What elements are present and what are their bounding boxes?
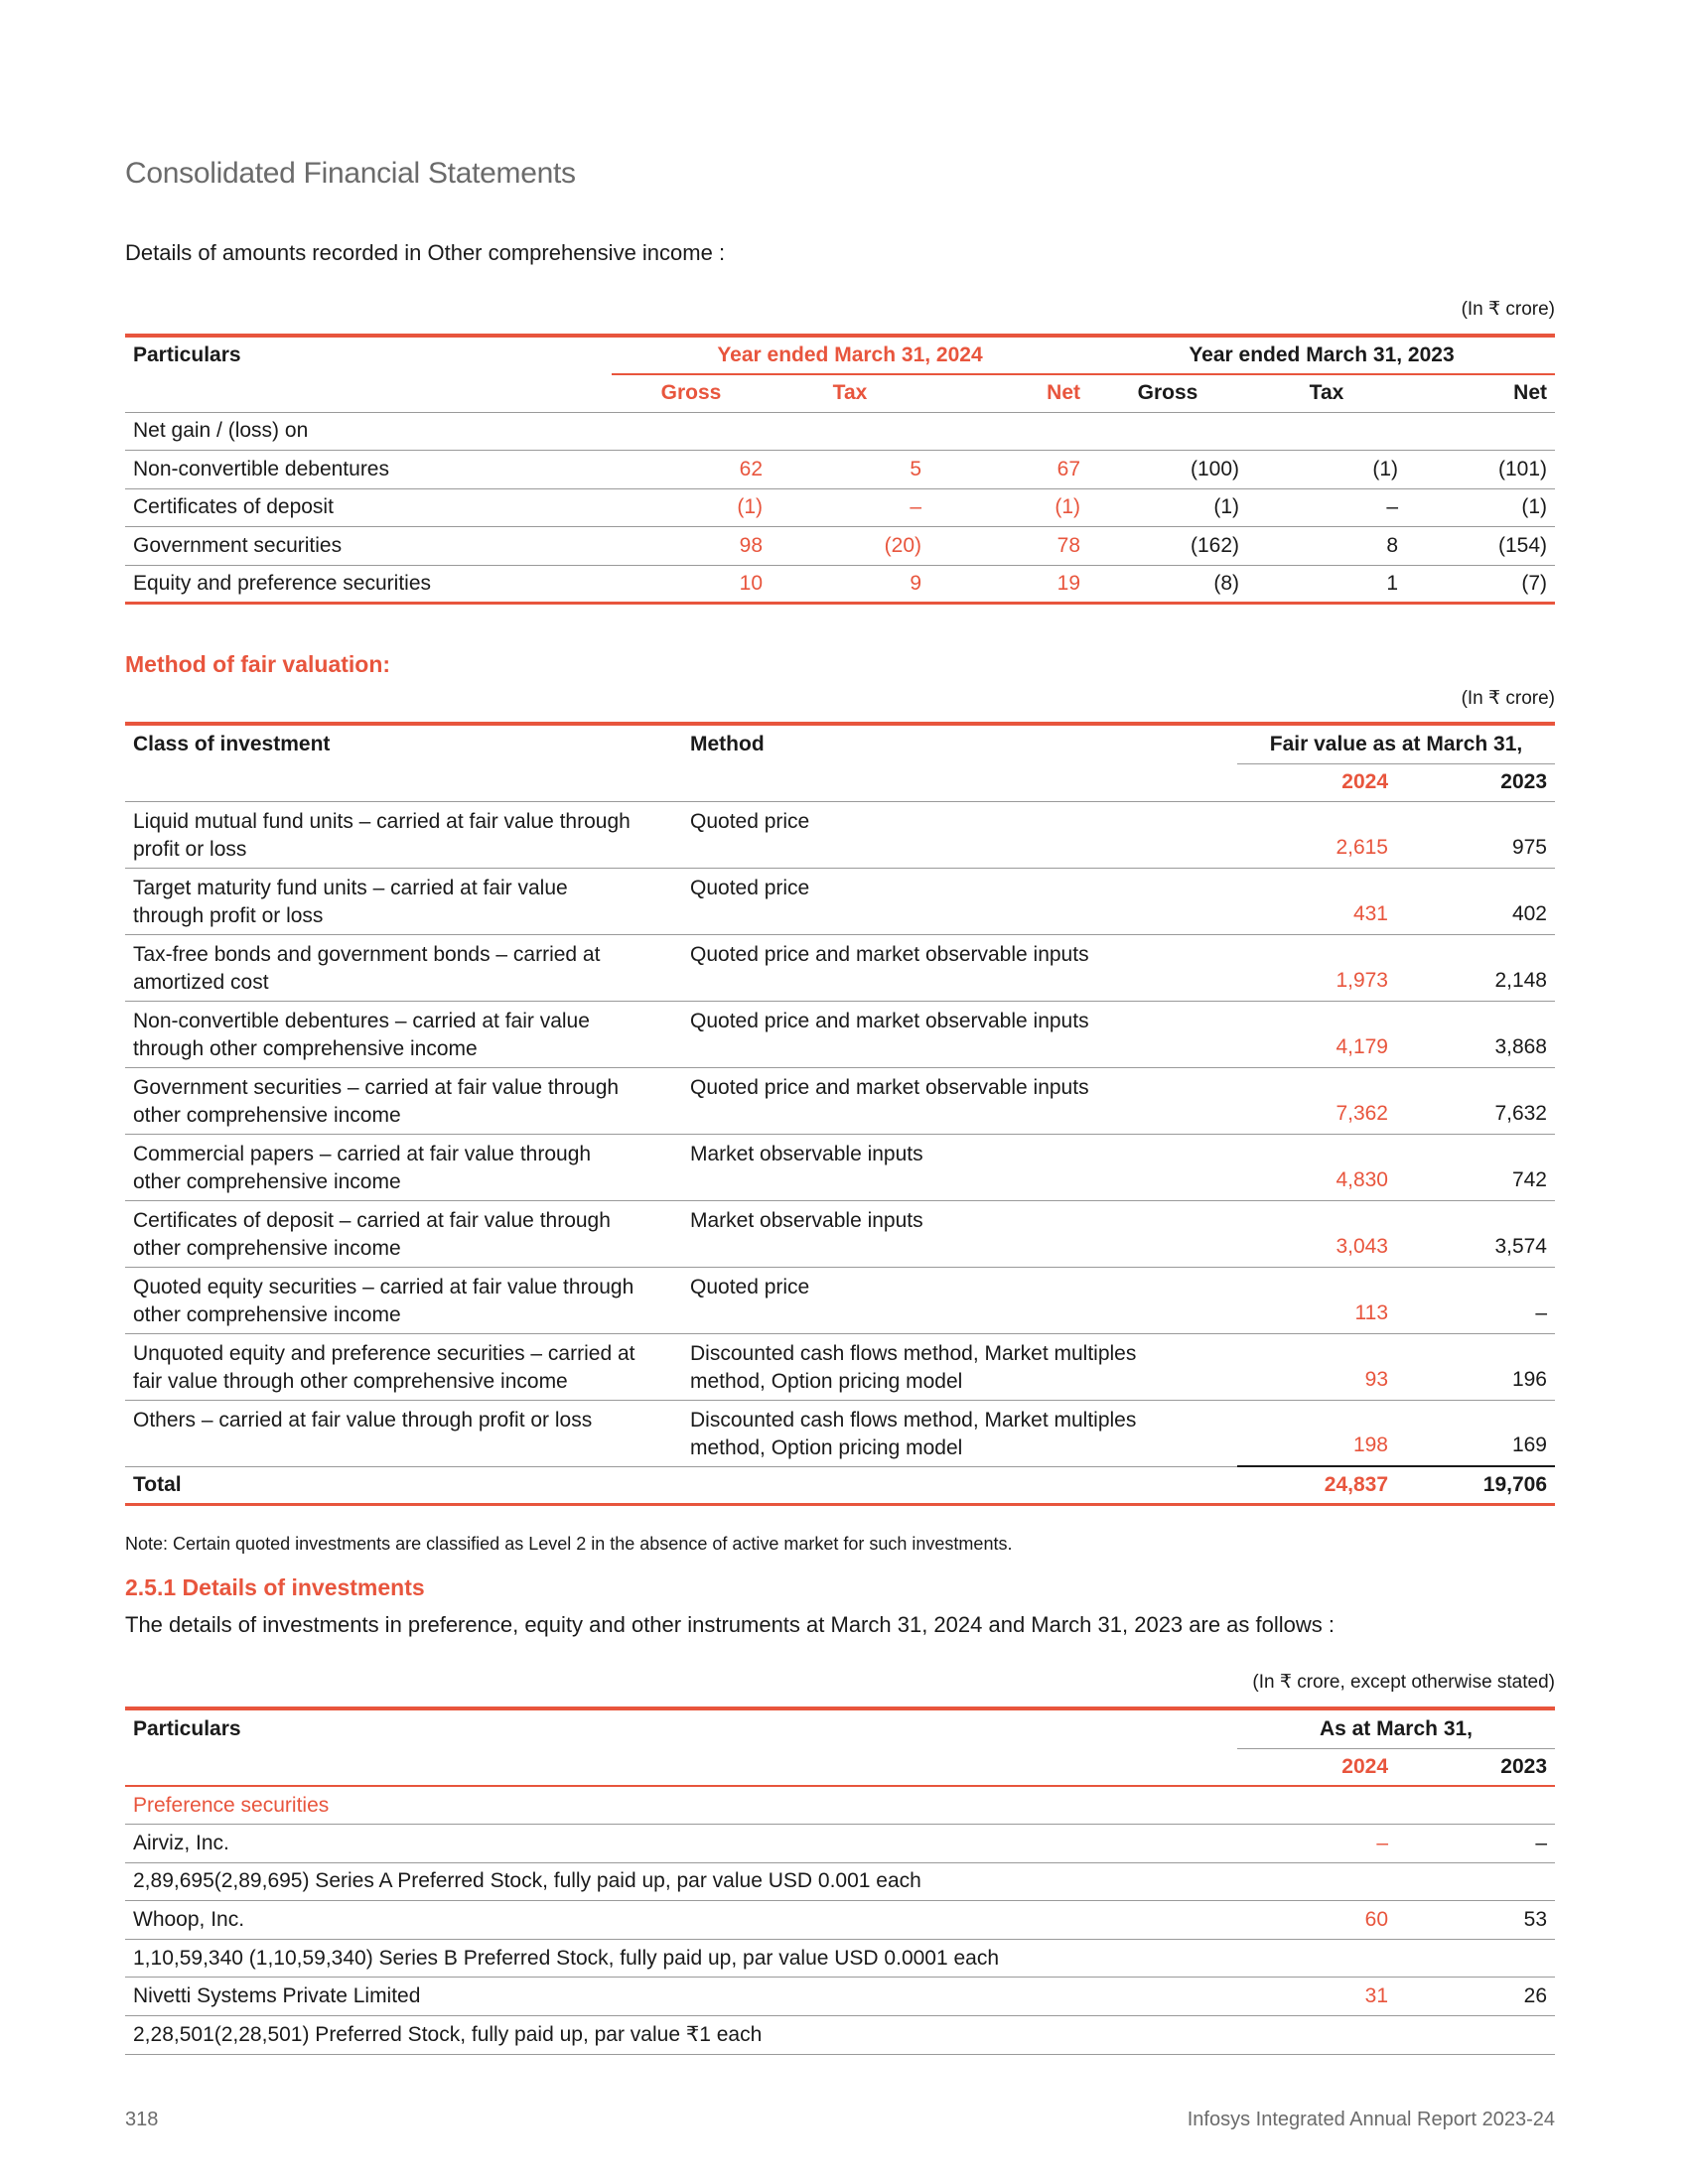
cell: (1): [1406, 488, 1555, 527]
value-2023: 2,148: [1396, 934, 1555, 1001]
table-row: [125, 1862, 1555, 1901]
cell: 67: [929, 451, 1088, 489]
oci-sub-header: Tax: [1247, 374, 1406, 413]
value-2024: 198: [1237, 1400, 1396, 1466]
investments-table: [125, 1706, 1555, 2055]
cell: (1): [612, 488, 771, 527]
cell: (101): [1406, 451, 1555, 489]
cell: 10: [739, 571, 763, 595]
year-2023-header: 2023: [1396, 763, 1555, 801]
value-2024: 7,362: [1237, 1067, 1396, 1134]
table-row: [125, 1200, 1555, 1267]
fair-valuation-heading: Method of fair valuation:: [125, 651, 391, 677]
cell: –: [1247, 488, 1406, 527]
row-label: Nivetti Systems Private Limited: [125, 1978, 1237, 2016]
value-2024: 431: [1237, 868, 1396, 934]
method-cell: Quoted price and market observable inputs: [682, 1001, 1237, 1067]
row-label: Whoop, Inc.: [125, 1901, 1237, 1940]
method-cell: Market observable inputs: [682, 1134, 1237, 1200]
oci-section-label: Net gain / (loss) on: [125, 412, 1555, 451]
class-cell: Certificates of deposit – carried at fair value through other comprehensive income: [125, 1200, 682, 1267]
value-2023: 169: [1396, 1400, 1555, 1466]
table-row: [125, 1333, 1555, 1400]
value-2024: [1237, 1862, 1396, 1901]
table-row: [125, 2016, 1555, 2055]
investments-subheading: The details of investments in preference, equity and other instruments at March 31, 2024 and March 31, 2023 are as follows :: [125, 1612, 1336, 1637]
year-2024-header: 2024: [1237, 763, 1396, 801]
cell: 78: [929, 527, 1088, 566]
cell: (154): [1406, 527, 1555, 566]
value-2023: 196: [1396, 1333, 1555, 1400]
value-2023: 3,868: [1396, 1001, 1555, 1067]
row-label: 1,10,59,340 (1,10,59,340) Series B Preferred Stock, fully paid up, par value USD 0.0001 each: [125, 1939, 1237, 1978]
class-cell: Liquid mutual fund units – carried at fair value through profit or loss: [125, 801, 682, 868]
table-row: [125, 451, 1555, 489]
cell: 8: [1247, 527, 1406, 566]
value-2024: 4,179: [1237, 1001, 1396, 1067]
inv-col-as-at: As at March 31,: [1237, 1708, 1555, 1748]
oci-col-particulars: Particulars: [133, 343, 241, 367]
investments-heading: 2.5.1 Details of investments: [125, 1574, 425, 1600]
total-2024: 24,837: [1324, 1472, 1388, 1496]
oci-sub-header: Net: [929, 374, 1088, 413]
row-label: Non-convertible debentures: [125, 451, 612, 489]
value-2024: [1237, 2016, 1396, 2055]
cell: 5: [771, 451, 929, 489]
value-2023: 402: [1396, 868, 1555, 934]
cell: (20): [771, 527, 929, 566]
value-2023: 742: [1396, 1134, 1555, 1200]
report-name: Infosys Integrated Annual Report 2023-24: [1187, 2109, 1555, 2130]
cell: 98: [612, 527, 771, 566]
table-row: [125, 1978, 1555, 2016]
row-label: Airviz, Inc.: [125, 1825, 1237, 1863]
row-label: Government securities: [125, 527, 612, 566]
value-2024: [1237, 1939, 1396, 1978]
value-2023: [1396, 1939, 1555, 1978]
total-label: Total: [133, 1472, 182, 1496]
class-cell: Government securities – carried at fair value through other comprehensive income: [125, 1067, 682, 1134]
page-title: Consolidated Financial Statements: [125, 157, 576, 190]
table-row: [125, 527, 1555, 566]
class-cell: Target maturity fund units – carried at fair value through profit or loss: [125, 868, 682, 934]
value-2024: 3,043: [1237, 1200, 1396, 1267]
oci-sub-header: Gross: [612, 374, 771, 413]
fair-valuation-table: [125, 722, 1555, 1506]
oci-table: [125, 334, 1555, 605]
cell: (1): [929, 488, 1088, 527]
fair-valuation-unit: (In ₹ crore): [1461, 688, 1555, 709]
class-cell: Quoted equity securities – carried at fair value through other comprehensive income: [125, 1267, 682, 1333]
value-2023: 7,632: [1396, 1067, 1555, 1134]
cell: (7): [1521, 571, 1547, 595]
table-row: [125, 1400, 1555, 1466]
value-2024: 4,830: [1237, 1134, 1396, 1200]
cell: (1): [1247, 451, 1406, 489]
cell: (1): [1088, 488, 1247, 527]
value-2023: [1396, 1862, 1555, 1901]
table-row: [125, 1134, 1555, 1200]
class-cell: Non-convertible debentures – carried at fair value through other comprehensive income: [125, 1001, 682, 1067]
total-2023: 19,706: [1482, 1472, 1547, 1496]
table-row: [125, 801, 1555, 868]
total-row: [125, 1466, 1555, 1504]
table-row: [125, 1825, 1555, 1863]
class-cell: Others – carried at fair value through profit or loss: [125, 1400, 682, 1466]
value-2023: –: [1396, 1267, 1555, 1333]
row-label: Certificates of deposit: [125, 488, 612, 527]
cell: (100): [1088, 451, 1247, 489]
method-cell: Quoted price and market observable inputs: [682, 934, 1237, 1001]
fair-valuation-note: Note: Certain quoted investments are classified as Level 2 in the absence of active market for such investments.: [125, 1534, 1013, 1554]
table-row: [125, 868, 1555, 934]
oci-sub-header: Gross: [1088, 374, 1247, 413]
table-row: [125, 934, 1555, 1001]
table-row: [125, 1001, 1555, 1067]
cell: –: [771, 488, 929, 527]
col-class-of-investment: Class of investment: [133, 733, 331, 755]
row-label: 2,89,695(2,89,695) Series A Preferred Stock, fully paid up, par value USD 0.001 each: [125, 1862, 1237, 1901]
method-cell: Discounted cash flows method, Market multiples method, Option pricing model: [682, 1333, 1237, 1400]
cell: 62: [612, 451, 771, 489]
value-2023: [1396, 2016, 1555, 2055]
method-cell: Quoted price: [682, 868, 1237, 934]
oci-intro: Details of amounts recorded in Other comprehensive income :: [125, 240, 726, 265]
table-row: [125, 1067, 1555, 1134]
class-cell: Unquoted equity and preference securities – carried at fair value through other comprehensive income: [125, 1333, 682, 1400]
class-cell: Commercial papers – carried at fair value through other comprehensive income: [125, 1134, 682, 1200]
oci-period-2023: Year ended March 31, 2023: [1088, 336, 1555, 374]
col-fair-value: Fair value as at March 31,: [1237, 724, 1555, 763]
method-cell: Quoted price: [682, 801, 1237, 868]
table-row: [125, 488, 1555, 527]
table-row: [125, 1267, 1555, 1333]
method-cell: Discounted cash flows method, Market multiples method, Option pricing model: [682, 1400, 1237, 1466]
col-method: Method: [690, 733, 765, 755]
inv-year-2023: 2023: [1500, 1754, 1547, 1778]
method-cell: Quoted price and market observable inputs: [682, 1067, 1237, 1134]
cell: (8): [1213, 571, 1239, 595]
oci-sub-header: Net: [1406, 374, 1555, 413]
investments-unit: (In ₹ crore, except otherwise stated): [1252, 1672, 1555, 1693]
value-2024: 31: [1237, 1978, 1396, 2016]
value-2024: 93: [1237, 1333, 1396, 1400]
category-label: Preference securities: [125, 1786, 1555, 1825]
method-cell: Quoted price: [682, 1267, 1237, 1333]
table-row: [125, 1901, 1555, 1940]
cell: 9: [910, 571, 921, 595]
inv-col-particulars: Particulars: [133, 1717, 241, 1740]
method-cell: Market observable inputs: [682, 1200, 1237, 1267]
oci-unit: (In ₹ crore): [1461, 299, 1555, 320]
table-row: [125, 565, 1555, 604]
value-2023: –: [1396, 1825, 1555, 1863]
class-cell: Tax-free bonds and government bonds – carried at amortized cost: [125, 934, 682, 1001]
value-2023: 3,574: [1396, 1200, 1555, 1267]
oci-sub-header: Tax: [771, 374, 929, 413]
inv-year-2024: 2024: [1341, 1754, 1388, 1778]
value-2024: 113: [1237, 1267, 1396, 1333]
value-2023: 53: [1396, 1901, 1555, 1940]
value-2024: 60: [1237, 1901, 1396, 1940]
oci-period-2024: Year ended March 31, 2024: [612, 336, 1088, 374]
table-row: [125, 1939, 1555, 1978]
cell: 19: [1056, 571, 1080, 595]
value-2024: 2,615: [1237, 801, 1396, 868]
value-2024: –: [1237, 1825, 1396, 1863]
row-label: Equity and preference securities: [133, 571, 431, 595]
row-label: 2,28,501(2,28,501) Preferred Stock, fully paid up, par value ₹1 each: [125, 2016, 1237, 2055]
value-2023: 26: [1396, 1978, 1555, 2016]
cell: 1: [1386, 571, 1398, 595]
value-2023: 975: [1396, 801, 1555, 868]
cell: (162): [1088, 527, 1247, 566]
page-number: 318: [125, 2109, 159, 2130]
value-2024: 1,973: [1237, 934, 1396, 1001]
